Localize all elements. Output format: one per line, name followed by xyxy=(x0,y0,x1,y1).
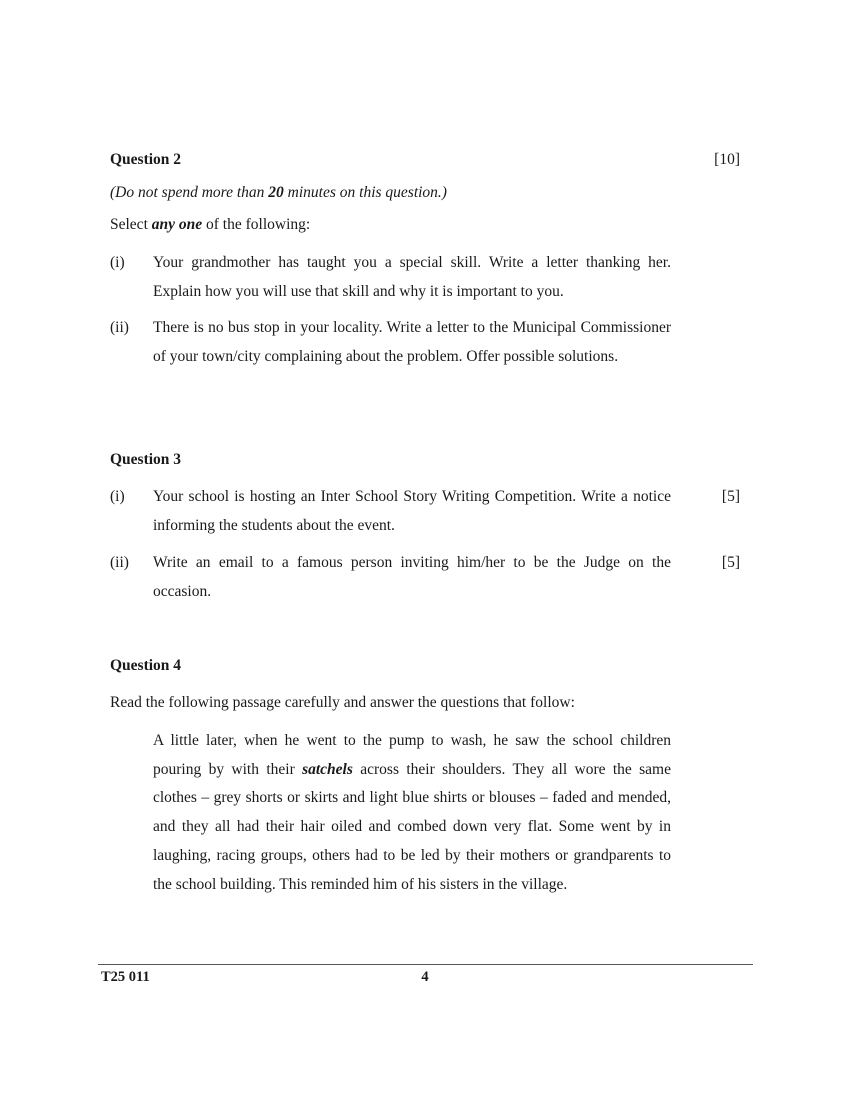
footer-page-number: 4 xyxy=(421,969,429,985)
question-2-select-line xyxy=(110,216,310,234)
instruction-text-start: (Do not spend more than xyxy=(110,184,269,201)
question-2-marks: [10] xyxy=(714,151,740,168)
question-2-instruction xyxy=(110,184,447,202)
footer-paper-code: T25 011 xyxy=(101,969,150,985)
select-text-start: Select xyxy=(110,216,152,233)
question-2-item-1-text: Your grandmother has taught you a special skill. Write a letter thanking her. Explain how you will use that skill and why it is important to you. xyxy=(153,254,671,300)
question-4-instruction: Read the following passage carefully and answer the questions that follow: xyxy=(110,694,575,711)
question-4-title: Question 4 xyxy=(110,657,182,674)
instruction-text-end: minutes on this question.) xyxy=(283,184,447,201)
select-emphasis: any one xyxy=(151,216,203,233)
question-3-item-1-text: Your school is hosting an Inter School Story Writing Competition. Write a notice informing the students about the event. xyxy=(153,488,671,534)
passage-text-start: A little later, when he went to the pump to wash, he saw the school children pouring by with their xyxy=(153,732,671,778)
question-3-item-2-text: Write an email to a famous person inviting him/her to be the Judge on the occasion. xyxy=(153,554,671,600)
question-3-item-2-number: (ii) xyxy=(110,554,129,571)
select-text-end: of the following: xyxy=(202,216,311,233)
question-2-item-1-number: (i) xyxy=(110,254,125,271)
question-2-item-2-number: (ii) xyxy=(110,319,129,336)
instruction-minutes: 20 xyxy=(268,184,284,201)
passage-highlighted-word: satchels xyxy=(302,760,353,778)
passage-text-end: across their shoulders. They all wore the same clothes – grey shorts or skirts and light blue shirts or blouses – faded and mended, and they all had their hair oiled and combed down very flat. Some went by in laughing, racing groups, others had to be led by their mothers or grandparents to the school building. This reminded him of his sisters in the village. xyxy=(153,760,671,893)
question-4-passage xyxy=(153,727,671,899)
question-3-item-1-marks: [5] xyxy=(721,488,740,505)
question-2-title: Question 2 xyxy=(110,151,182,168)
question-3-item-1-number: (i) xyxy=(110,488,125,505)
question-3-title: Question 3 xyxy=(110,451,182,468)
question-3-item-2-marks: [5] xyxy=(721,554,740,571)
footer-divider xyxy=(98,964,753,965)
question-2-item-2-text: There is no bus stop in your locality. Write a letter to the Municipal Commissioner of your town/city complaining about the problem. Offer possible solutions. xyxy=(153,319,671,365)
